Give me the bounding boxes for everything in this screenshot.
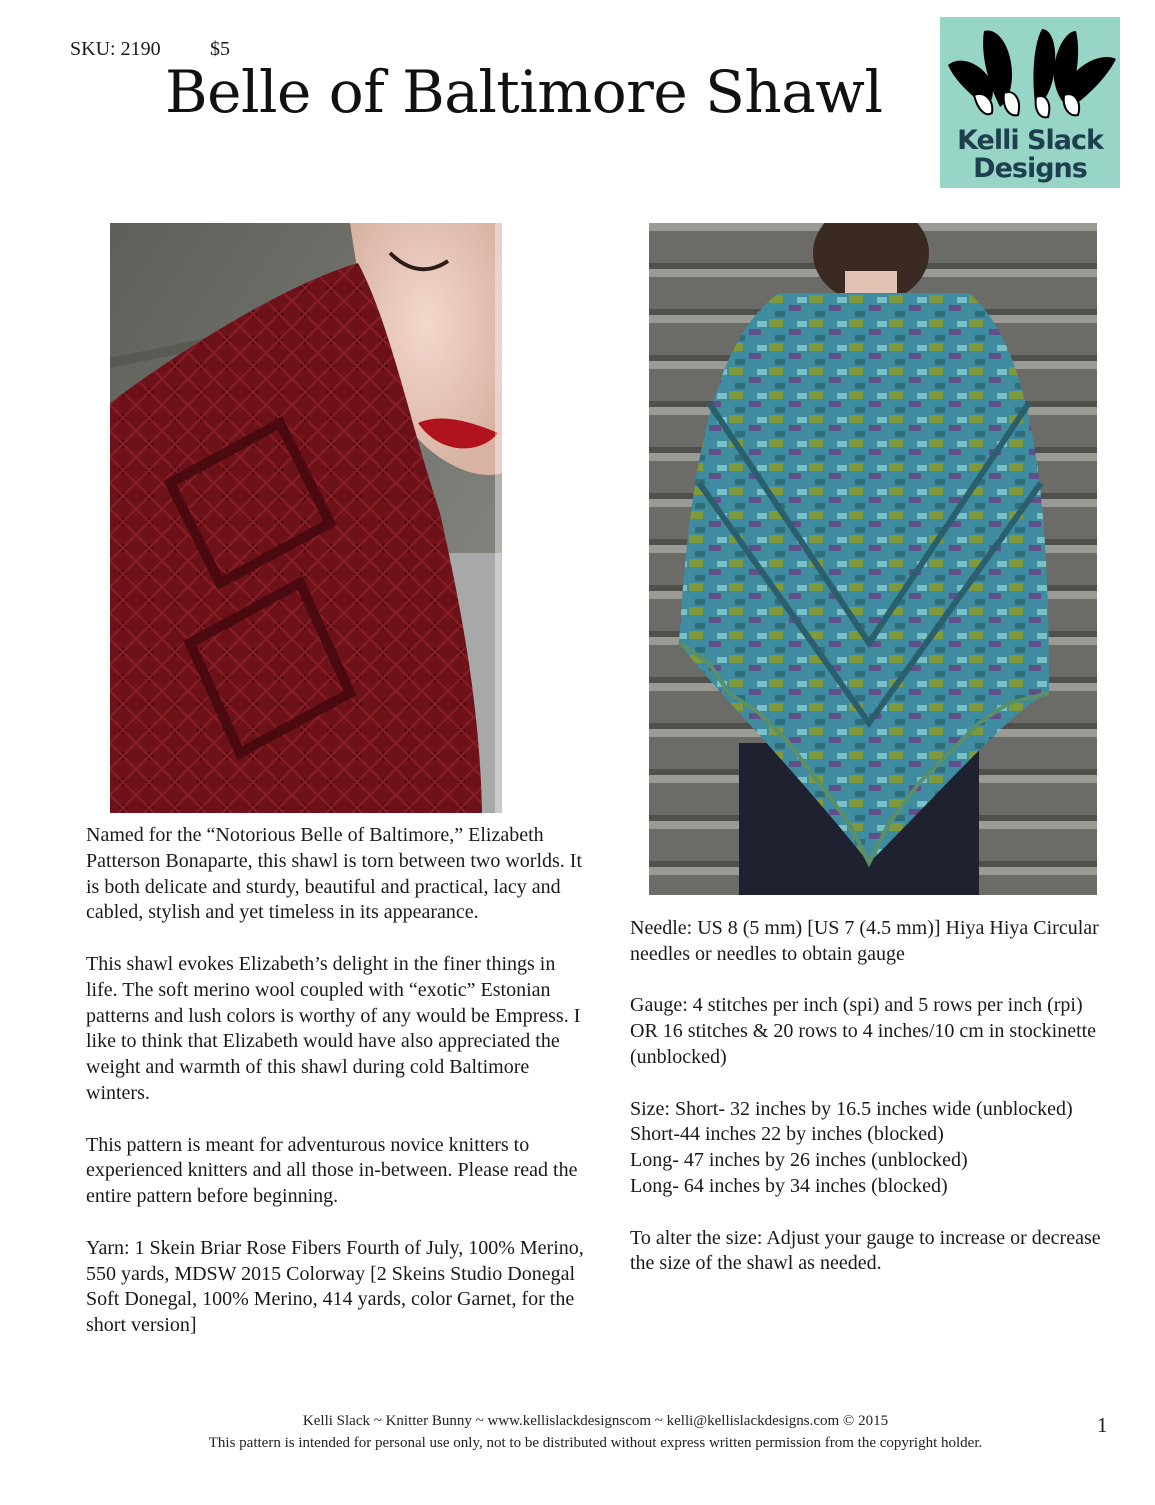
price-label: $5 — [210, 38, 230, 60]
yarn-paragraph: Yarn: 1 Skein Briar Rose Fibers Fourth of July, 100% Merino, 550 yards, MDSW 2015 Colorway [2 Skeins Studio Donegal Soft Donegal, 100% Merino, 414 yards, color Garnet, for the short version] — [86, 1236, 584, 1337]
logo-line-2: Designs — [973, 153, 1087, 184]
logo-line-1: Kelli Slack — [957, 125, 1103, 156]
red-shawl-photo — [110, 223, 502, 813]
size-line: Short-44 inches 22 by inches (blocked) — [630, 1123, 944, 1146]
specs-column — [630, 916, 1110, 1303]
size-spec — [630, 1097, 1110, 1200]
evokes-paragraph: This shawl evokes Elizabeth’s delight in the finer things in life. The soft merino wool coupled with “exotic” Estonian patterns and lush colors is worthy of any would be Empress. I like to think that Elizabeth would have also appreciated the weight and warmth of this shawl during cold Baltimore winters. — [86, 952, 581, 1104]
knitting-needles-icon — [940, 17, 1120, 127]
logo-wordmark — [940, 127, 1120, 183]
footer-copyright-notice: This pattern is intended for personal use only, not to be distributed without express written permission from the copyright holder. — [208, 1435, 983, 1451]
needle-spec: Needle: US 8 (5 mm) [US 7 (4.5 mm)] Hiya Hiya Circular needles or needles to obtain gauge — [630, 917, 1099, 965]
skill-level-paragraph: This pattern is meant for adventurous novice knitters to experienced knitters and all those in-between. Please read the entire pattern before beginning. — [86, 1133, 578, 1208]
size-line: Size: Short- 32 inches by 16.5 inches wide (unblocked) — [630, 1097, 1073, 1120]
size-line: Long- 47 inches by 26 inches (unblocked) — [630, 1149, 968, 1172]
description-column — [86, 823, 586, 1365]
size-line: Long- 64 inches by 34 inches (blocked) — [630, 1174, 948, 1197]
alter-size-note: To alter the size: Adjust your gauge to increase or decrease the size of the shawl as needed. — [630, 1226, 1101, 1275]
pattern-title: Belle of Baltimore Shawl — [165, 58, 883, 126]
gauge-spec: Gauge: 4 stitches per inch (spi) and 5 rows per inch (rpi) OR 16 stitches & 20 rows to 4 inches/10 cm in stockinette (unblocked) — [630, 994, 1097, 1068]
teal-shawl-photo — [649, 223, 1097, 895]
intro-paragraph: Named for the “Notorious Belle of Baltimore,” Elizabeth Patterson Bonaparte, this shawl is torn between two worlds. It is both delicate and sturdy, beautiful and practical, lacy and cabled, stylish and yet timeless in its appearance. — [86, 824, 583, 924]
page-number: 1 — [1097, 1413, 1108, 1437]
footer-contact: Kelli Slack ~ Knitter Bunny ~ www.kellislackdesignscom ~ kelli@kellislackdesigns.com © 2015 — [302, 1413, 889, 1429]
sku-label: SKU: 2190 — [70, 38, 161, 60]
designer-logo — [940, 17, 1120, 188]
